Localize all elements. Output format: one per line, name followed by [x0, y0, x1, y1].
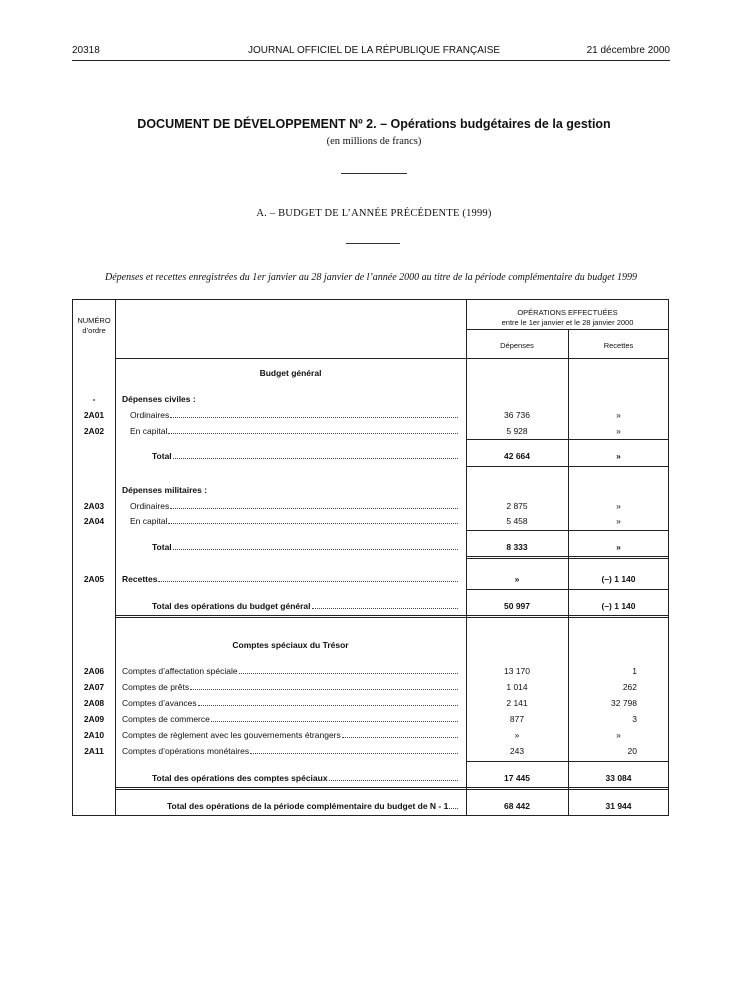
leader-dots	[173, 542, 458, 550]
leader-dots	[312, 601, 458, 609]
row-code: 2A10	[83, 730, 105, 740]
journal-name: JOURNAL OFFICIEL DE LA RÉPUBLIQUE FRANÇAISE	[247, 45, 501, 56]
intro-text: Dépenses et recettes enregistrées du 1er janvier au 28 janvier de l’année 2000 au titre de la période complémentaire du budget 1999	[105, 272, 637, 283]
row-depenses: 13 170	[504, 666, 530, 676]
civil-marker: -	[92, 394, 96, 404]
row-label	[122, 698, 458, 709]
row-label	[130, 501, 458, 512]
row-recettes: 33 084	[605, 773, 632, 783]
row-label-text: Comptes de prêts	[122, 682, 190, 692]
row-recettes: (–) 1 140	[601, 574, 636, 584]
row-code: 2A07	[83, 682, 105, 692]
issue-date: 21 décembre 2000	[586, 45, 670, 56]
header-recettes: Recettes	[603, 341, 634, 350]
row-label-text: Recettes	[122, 574, 158, 584]
row-depenses: 5 458	[506, 516, 528, 526]
row-code: 2A11	[84, 746, 104, 756]
row-label	[152, 601, 458, 612]
budget-general-heading: Budget général	[259, 368, 322, 378]
row-label	[122, 746, 458, 757]
leader-dots	[170, 410, 458, 418]
row-label-text: Comptes d’avances	[122, 698, 197, 708]
row-code: 2A09	[83, 714, 105, 724]
header-depenses: Dépenses	[500, 341, 534, 350]
row-label-text: Ordinaires	[130, 501, 170, 511]
row-depenses: 68 442	[504, 801, 530, 811]
row-depenses: 5 928	[506, 426, 528, 436]
row-recettes: »	[616, 542, 621, 552]
subtotal-rule	[466, 439, 669, 440]
document-title: DOCUMENT DE DÉVELOPPEMENT Nº 2. – Opérations budgétaires de la gestion	[137, 117, 611, 131]
row-label-text: Comptes de commerce	[122, 714, 210, 724]
separator-rule	[341, 173, 407, 174]
section-heading: A. – BUDGET DE L’ANNÉE PRÉCÉDENTE (1999)	[256, 208, 492, 219]
row-depenses: 36 736	[504, 410, 530, 420]
row-recettes: 3	[632, 714, 637, 724]
leader-dots	[173, 451, 458, 459]
row-label-text: Comptes de règlement avec les gouvernements étrangers	[122, 730, 341, 740]
row-recettes: »	[616, 730, 621, 740]
leader-dots	[158, 574, 458, 582]
total-rule	[466, 466, 669, 467]
leader-dots	[211, 714, 458, 722]
row-code: 2A01	[83, 410, 105, 420]
row-label	[152, 773, 458, 784]
row-depenses: 8 333	[506, 542, 528, 552]
row-recettes: »	[616, 501, 621, 511]
row-recettes: »	[616, 426, 621, 436]
header-numero	[73, 316, 115, 336]
operations-period: entre le 1er janvier et le 28 janvier 2000	[501, 318, 634, 327]
row-label	[122, 574, 458, 585]
row-label	[130, 410, 458, 421]
row-label	[152, 451, 458, 462]
row-label-text: Total des opérations du budget général	[152, 601, 311, 611]
row-depenses: 1 014	[506, 682, 528, 692]
row-label	[122, 682, 458, 693]
row-depenses: 243	[509, 746, 525, 756]
leader-dots	[190, 682, 458, 690]
row-label-text: En capital	[130, 516, 168, 526]
operations-title: OPÉRATIONS EFFECTUÉES	[517, 308, 618, 317]
subtotal-rule	[466, 761, 669, 762]
comptes-speciaux-heading: Comptes spéciaux du Trésor	[232, 640, 349, 650]
row-label-text: Comptes d’affectation spéciale	[122, 666, 238, 676]
row-code: 2A02	[83, 426, 105, 436]
row-label-text: En capital	[130, 426, 168, 436]
row-recettes: 262	[622, 682, 637, 692]
leader-dots	[250, 746, 458, 754]
row-label	[122, 730, 458, 741]
row-code: 2A05	[83, 574, 105, 584]
page-number: 20318	[72, 45, 100, 56]
row-code: 2A03	[83, 501, 105, 511]
row-code: 2A04	[83, 516, 105, 526]
row-code: 2A08	[83, 698, 105, 708]
section-double-rule	[115, 787, 669, 790]
leader-dots	[329, 773, 458, 781]
row-recettes: »	[616, 516, 621, 526]
row-depenses: 2 875	[506, 501, 528, 511]
row-depenses: »	[514, 730, 520, 740]
row-depenses: 2 141	[506, 698, 528, 708]
row-label-text: Total	[152, 542, 172, 552]
row-recettes: (–) 1 140	[601, 601, 636, 611]
column-divider	[568, 329, 569, 815]
row-recettes: 32 798	[611, 698, 637, 708]
leader-dots	[449, 801, 458, 809]
row-recettes: »	[616, 410, 621, 420]
row-label-text: Total	[152, 451, 172, 461]
leader-dots	[168, 426, 458, 434]
depenses-militaires-heading: Dépenses militaires :	[122, 485, 208, 495]
separator-rule	[346, 243, 400, 244]
header-rule	[466, 329, 669, 330]
total-double-rule	[466, 556, 669, 559]
row-label-text: Total des opérations des comptes spéciaux	[152, 773, 328, 783]
leader-dots	[239, 666, 458, 674]
row-label	[122, 666, 458, 677]
leader-dots	[342, 730, 458, 738]
row-depenses: 877	[509, 714, 525, 724]
leader-dots	[168, 516, 458, 524]
row-label	[130, 426, 458, 437]
subtotal-rule	[466, 530, 669, 531]
header-rule	[72, 60, 670, 61]
row-recettes: 20	[627, 746, 637, 756]
numero-label: NUMÉRO	[77, 316, 111, 325]
row-depenses: »	[514, 574, 520, 584]
section-double-rule	[115, 615, 669, 618]
row-label	[122, 714, 458, 725]
row-label-text: Total des opérations de la période complémentaire du budget de N - 1	[167, 801, 449, 811]
subtotal-rule	[466, 589, 669, 590]
header-bottom-rule	[115, 358, 669, 359]
leader-dots	[170, 501, 458, 509]
row-code: 2A06	[83, 666, 105, 676]
row-label-text: Ordinaires	[130, 410, 170, 420]
ordre-label: d’ordre	[82, 326, 106, 335]
row-depenses: 42 664	[504, 451, 530, 461]
leader-dots	[198, 698, 458, 706]
operations-table	[72, 299, 669, 816]
depenses-civiles-heading: Dépenses civiles :	[122, 394, 196, 404]
units-subtitle: (en millions de francs)	[326, 136, 422, 147]
row-recettes: »	[616, 451, 621, 461]
row-recettes: 1	[632, 666, 637, 676]
row-depenses: 50 997	[504, 601, 530, 611]
header-operations	[466, 308, 669, 328]
row-depenses: 17 445	[504, 773, 530, 783]
row-label	[167, 801, 458, 812]
row-recettes: 31 944	[605, 801, 632, 811]
row-label	[130, 516, 458, 527]
row-label	[152, 542, 458, 553]
row-label-text: Comptes d’opérations monétaires	[122, 746, 250, 756]
